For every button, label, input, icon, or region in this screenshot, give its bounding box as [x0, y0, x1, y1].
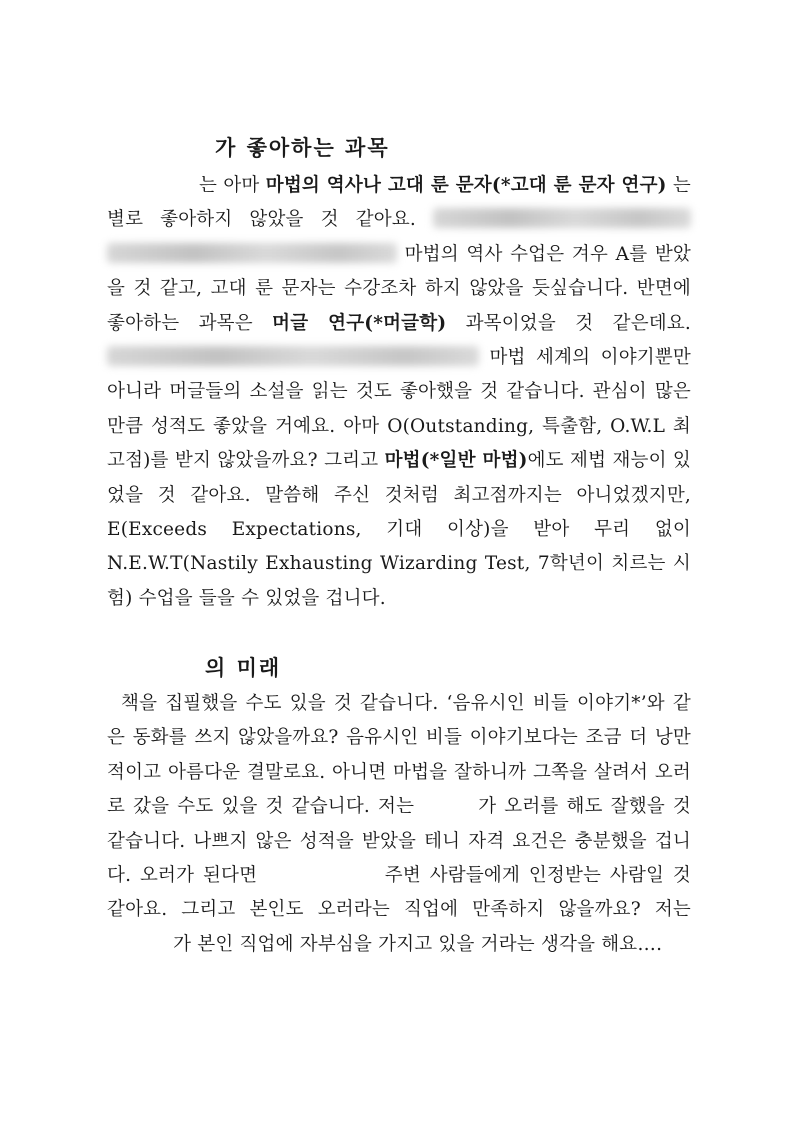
- text-segment: 마법 세계의 이야기뿐만 아니라 머글들의 소설을 읽는 것도 좋아했을 것 같습니다. 관심이 많은 만큼 성적도 좋았을 거예요. 아마 O(Outstanding, 특출함, O.W.L 최고점)를 받지 않았을까요? 그리고: [107, 347, 691, 472]
- text-segment: 에도 제법 재능이 있었을 것 같아요. 말씀해 주신 것처럼 최고점까지는 아니었겠지만, E(Exceeds Expectations, 기대 이상)을 받아 무리 없이 N.E.W.T(Nastily Exhausting Wizarding Test, 7학년이 치르는 시험) 수업을 들을 수 있었을 겁니다.: [107, 450, 691, 609]
- section-heading-future: 의 미래: [205, 655, 282, 680]
- text-segment: 는 아마: [199, 175, 260, 196]
- text-segment: 과목이었을 것 같은데요.: [465, 312, 691, 334]
- paragraph-favorite-subjects: [107, 169, 691, 616]
- text-segment: 가 오러를 해도 잘했을 것 같습니다. 나쁘지 않은 성적을 받았을 테니 자격 요건은 충분했을 겁니다. 오러가 된다면: [107, 796, 691, 887]
- bold-charms: 마법(*일반 마법): [384, 450, 528, 472]
- text-segment: 가 본인 직업에 자부심을 가지고 있을 거라는 생각을 해요….: [173, 933, 663, 955]
- text-segment: 마법의 역사 수업은 겨우 A를 받았을 것 같고, 고대 룬 문자는 수강조차 하지 않았을 듯싶습니다. 반면에 좋아하는 과목은: [107, 243, 691, 334]
- paragraph-future: [107, 687, 691, 962]
- redacted-blur: [107, 346, 479, 366]
- redacted-blur: [433, 208, 691, 228]
- bold-subjects: 마법의 역사나 고대 룬 문자(*고대 룬 문자 연구): [265, 175, 667, 196]
- text-segment: 주변 사람들에게 인정받는 사람일 것 같아요. 그리고 본인도 오러라는 직업에 만족하지 않을까요? 저는: [107, 865, 691, 921]
- redacted-blur: [107, 243, 397, 263]
- text-segment: 는 별로 좋아하지 않았을 것 같아요.: [107, 175, 691, 231]
- text-segment: 책을 집필했을 수도 있을 것 같습니다. ‘음유시인 비들 이야기*’와 같은 동화를 쓰지 않았을까요? 음유시인 비들 이야기보다는 조금 더 낭만적이고 아름다운 결말로요. 아니면 마법을 잘하니까 그쪽을 살려서 오러로 갔을 수도 있을 것 같습니다. 저는: [107, 693, 691, 818]
- section-heading-favorite-subjects: 가 좋아하는 과목: [215, 135, 390, 160]
- bold-muggle-studies: 머글 연구(*머글학): [272, 312, 447, 334]
